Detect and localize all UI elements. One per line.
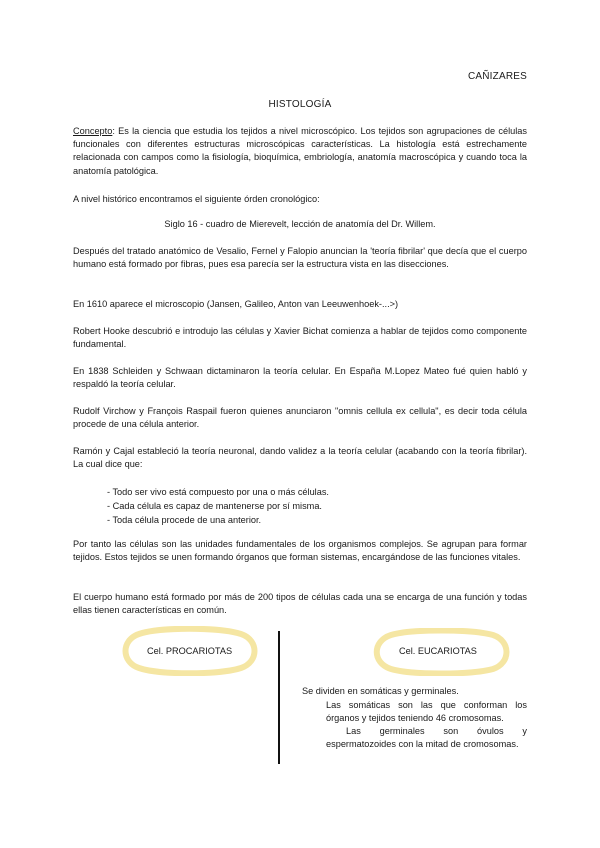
somaticas-text: Las somáticas son las que conforman los órganos y tejidos teniendo 46 cromosomas. bbox=[326, 700, 527, 724]
vertical-divider bbox=[278, 631, 280, 764]
virchow-paragraph: Rudolf Virchow y François Raspail fueron quienes anunciaron "omnis cellula ex cellula", es decir toda célula procede de una célula anterior. bbox=[73, 406, 527, 430]
divide-text: Se dividen en somáticas y germinales. bbox=[302, 686, 459, 696]
list-item: - Toda célula procede de una anterior. bbox=[107, 515, 262, 525]
list-item: - Cada célula es capaz de mantenerse por sí misma. bbox=[107, 501, 322, 511]
historico-paragraph: A nivel histórico encontramos el siguiente órden cronológico: bbox=[73, 194, 320, 204]
list-item: - Todo ser vivo está compuesto por una o más células. bbox=[107, 487, 329, 497]
eucariotas-label: Cel. EUCARIOTAS bbox=[399, 646, 477, 656]
portanto-paragraph: Por tanto las células son las unidades fundamentales de los organismos complejos. Se agrupan para formar tejidos. Estos tejidos se unen formando órganos que forman sistemas, encargándose de las funciones vitales. bbox=[73, 539, 527, 563]
hooke-paragraph: Robert Hooke descubrió e introdujo las células y Xavier Bichat comienza a hablar de tejidos como componente fundamental. bbox=[73, 326, 527, 350]
procariotas-label: Cel. PROCARIOTAS bbox=[147, 646, 233, 656]
concepto-paragraph bbox=[73, 125, 527, 178]
microscopio-paragraph: En 1610 aparece el microscopio (Jansen, Galileo, Anton van Leeuwenhoek-...>) bbox=[73, 299, 399, 309]
schleiden-paragraph: En 1838 Schleiden y Schwaan dictaminaron la teoría celular. En España M.Lopez Mateo fué quien habló y respaldó la teoría celular. bbox=[73, 366, 527, 390]
cuerpo-paragraph: El cuerpo humano está formado por más de 200 tipos de células cada una se encarga de una función y todas ellas tienen características en común. bbox=[73, 592, 527, 616]
cell-theory-list bbox=[107, 485, 329, 527]
germinales-text: Las germinales son óvulos y espermatozoides con la mitad de cromosomas. bbox=[326, 726, 527, 750]
vesalio-paragraph: Después del tratado anatómico de Vesalio, Fernel y Falopio anuncian la 'teoría fibrilar' que decía que el cuerpo humano está formado por fibras, pues esa parecía ser la estructura vista en las disecciones. bbox=[73, 246, 527, 270]
author-name: CAÑIZARES bbox=[467, 71, 527, 82]
cajal-paragraph: Ramón y Cajal estableció la teoría neuronal, dando validez a la teoría celular (acabando con la teoría fibrilar). La cual dice que: bbox=[73, 446, 527, 470]
concepto-label: Concepto bbox=[73, 126, 113, 136]
page-title: HISTOLOGÍA bbox=[268, 99, 332, 110]
siglo16-line: Siglo 16 - cuadro de Mierevelt, lección de anatomía del Dr. Willem. bbox=[164, 219, 436, 229]
concepto-text: : Es la ciencia que estudia los tejidos a nivel microscópico. Los tejidos son agrupaciones de células funcionales con diferentes estructuras microscópicas características. La histología está estrechamente relacionada con campos como la fisiología, bioquímica, embriología, anatomía macroscópica y cuando toca la anatomía patológica. bbox=[73, 126, 527, 176]
